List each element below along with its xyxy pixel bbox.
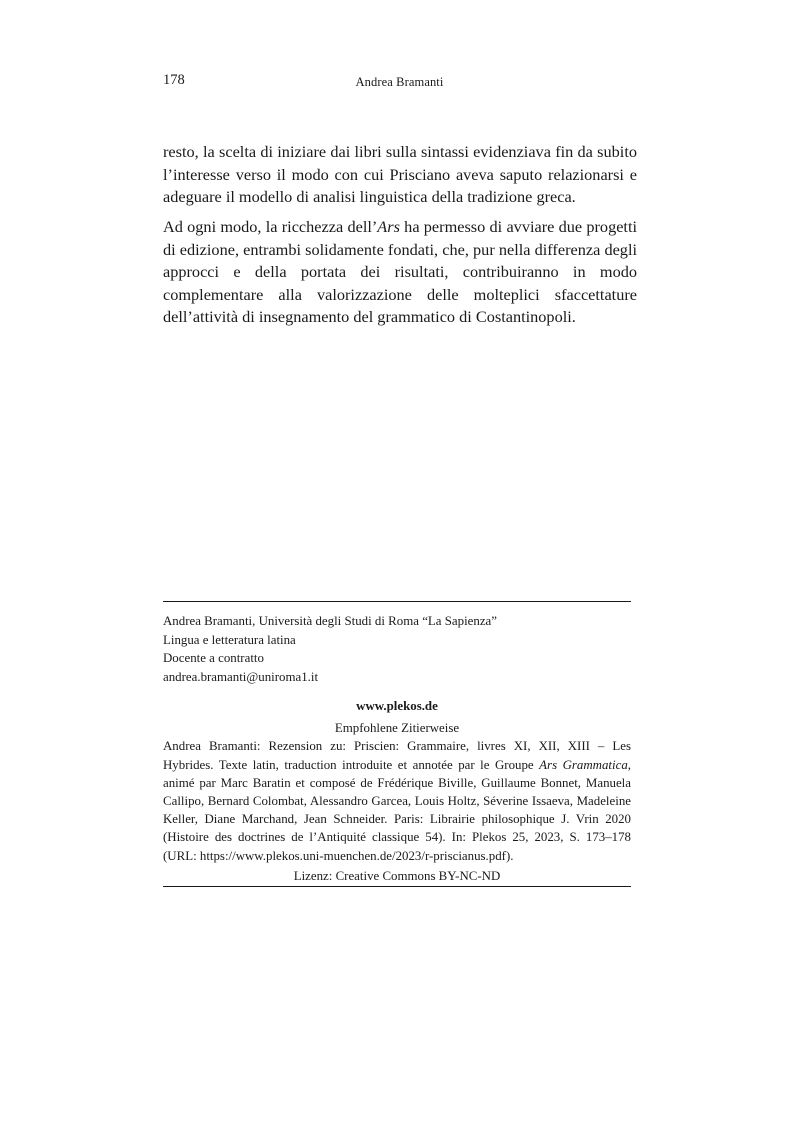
author-affiliation: Andrea Bramanti, Università degli Studi di Roma “La Sapienza” — [163, 614, 497, 628]
divider-top — [163, 601, 631, 602]
paragraph — [163, 216, 637, 329]
running-head: Andrea Bramanti — [355, 75, 444, 89]
author-position: Docente a contratto — [163, 651, 264, 665]
citation-block — [163, 697, 631, 885]
citation-text — [163, 737, 631, 864]
paragraph: resto, la scelta di iniziare dai libri sulla sintassi evidenziava fin da subito l’interesse verso il modo con cui Prisciano aveva saputo relazionarsi e adeguare il modello di analisi linguistica della tradizione greca. — [163, 142, 637, 206]
italic-title: Ars Grammatica — [539, 757, 628, 772]
author-block — [163, 612, 631, 686]
text-run: ha permesso di avviare due progetti di edizione, entrambi solidamente fondati, che, pur nella differenza degli approcci e della portata dei risultati, contribuiranno in modo complementare alla valorizzazione delle molteplici sfaccettature dell’attività di insegnamento del grammatico di Costantinopoli. — [163, 217, 638, 326]
text-run: , animé par Marc Baratin et composé de Frédérique Biville, Guillaume Bonnet, Manuela Callipo, Bernard Colombat, Alessandro Garcea, Louis Holtz, Séverine Issaeva, Madeleine Keller, Diane Marchand, Jean Schneider. Paris: Librairie philosophique J. Vrin 2020 (Histoire des doctrines de l’Antiquité classique 54). In: Plekos 25, 2023, S. 173–178 (URL: https://www.plekos.uni-muenchen.de/2023/r-priscianus.pdf). — [163, 757, 631, 863]
italic-title: Ars — [377, 217, 400, 236]
divider-bottom — [163, 886, 631, 887]
license-text: Lizenz: Creative Commons BY-NC-ND — [293, 868, 501, 883]
citation-heading: Empfohlene Zitierweise — [334, 721, 460, 736]
body-text — [163, 141, 637, 336]
text-run: Andrea Bramanti: Rezension zu: Priscien: Grammaire, livres XI, XII, XIII – Les Hybrides. Texte latin, traduction introduite et annotée par le Groupe — [163, 739, 631, 772]
author-email[interactable]: andrea.bramanti@uniroma1.it — [163, 669, 319, 684]
author-field: Lingua e letteratura latina — [163, 632, 296, 647]
site-link[interactable]: www.plekos.de — [356, 699, 438, 713]
page-number: 178 — [163, 72, 185, 88]
text-run: Ad ogni modo, la ricchezza dell’ — [163, 217, 378, 236]
